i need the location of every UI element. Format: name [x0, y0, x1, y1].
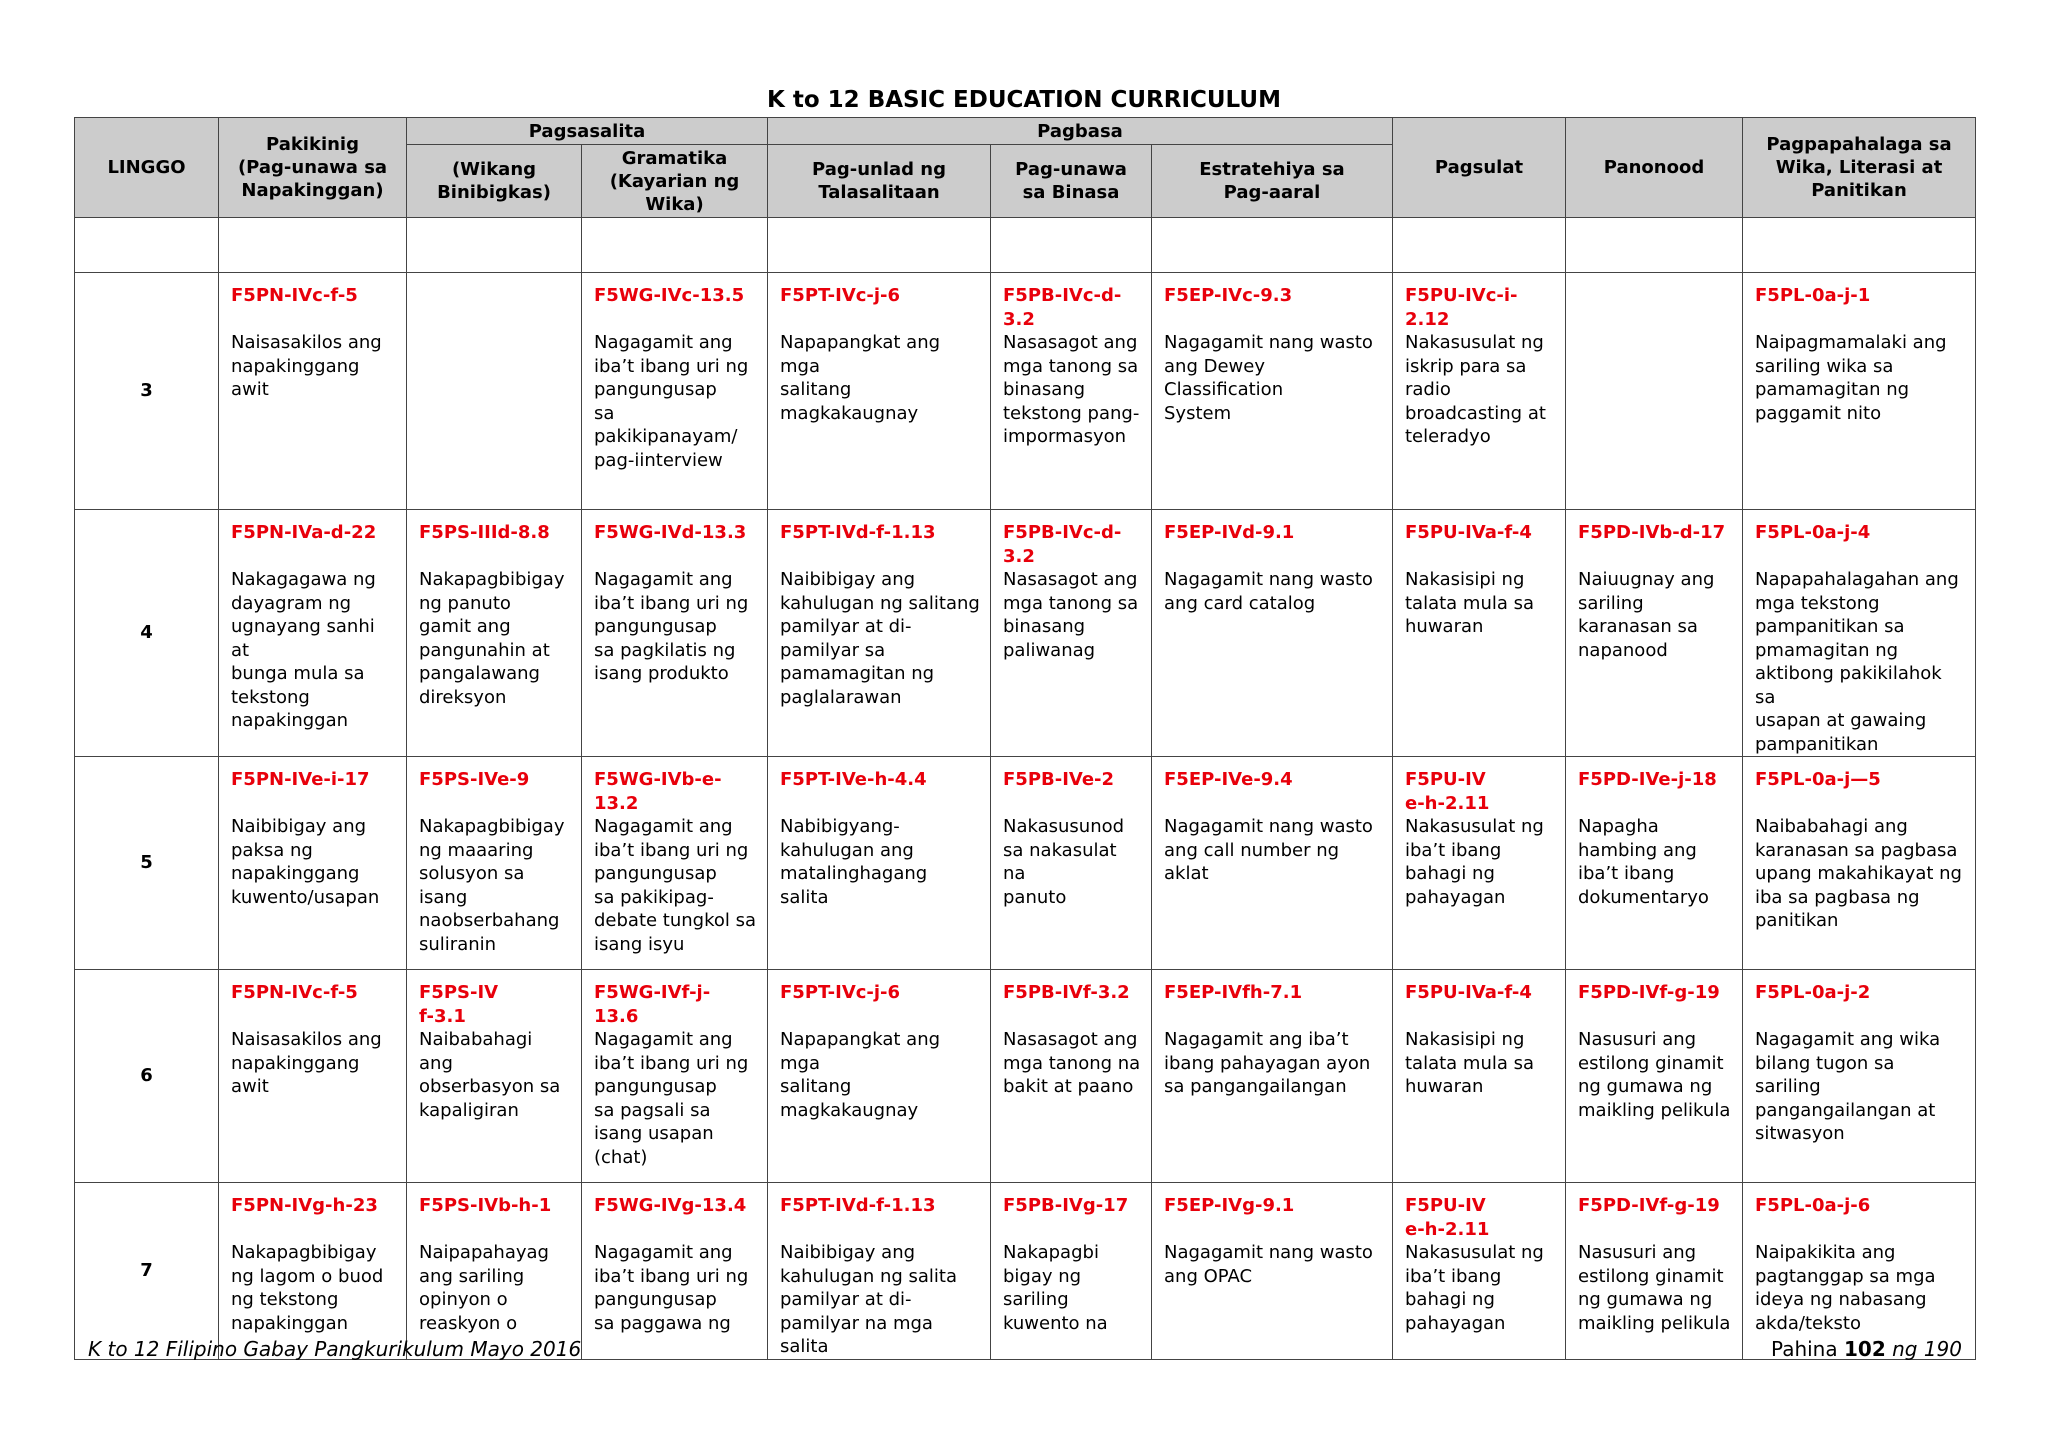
header-pagpapahalaga: Pagpapahalaga sa Wika, Literasi at Panitikan [1743, 118, 1976, 218]
competency-desc: Naipagmamalaki ang sariling wika sa pamamagitan ng paggamit nito [1755, 332, 1947, 424]
competency-code: F5PS-IIId-8.8 [419, 522, 550, 543]
header-pakikinig: Pakikinig (Pag-unawa sa Napakinggan) [219, 118, 407, 218]
competency-code: F5PB-IVc-d- 3.2 [1003, 285, 1122, 330]
competency-desc: Nagagamit ang iba’t ibang uri ng pangungusap sa pagkilatis ng isang produkto [594, 569, 749, 684]
page-total: ng 190 [1892, 1337, 1962, 1361]
competency-desc: Nagagamit nang wasto ang card catalog [1164, 569, 1373, 614]
competency-desc: Nakasusulat ng iskrip para sa radio broadcasting at teleradyo [1405, 332, 1546, 447]
competency-code: F5PB-IVf-3.2 [1003, 982, 1130, 1003]
competency-desc: Nagagamit nang wasto ang Dewey Classification System [1164, 332, 1373, 424]
header-gramatika: Gramatika (Kayarian ng Wika) [582, 145, 768, 218]
competency-desc: Nakasusulat ng iba’t ibang bahagi ng pahayagan [1405, 816, 1544, 908]
header-linggo: LINGGO [75, 118, 219, 218]
competency-code: F5PU-IVa-f-4 [1405, 522, 1532, 543]
week-number: 5 [75, 757, 219, 970]
competency-desc: Nagagamit nang wasto ang call number ng aklat [1164, 816, 1373, 884]
table-row-empty [75, 218, 1976, 273]
competency-code: F5PN-IVg-h-23 [231, 1195, 378, 1216]
competency-code: F5PT-IVe-h-4.4 [780, 769, 927, 790]
competency-desc: Naibabahagi ang karanasan sa pagbasa upang makahikayat ng iba sa pagbasa ng panitikan [1755, 816, 1962, 931]
week-number: 6 [75, 970, 219, 1183]
week-number: 7 [75, 1183, 219, 1360]
competency-code: F5PL-0a-j—5 [1755, 769, 1881, 790]
competency-desc: Nagagamit ang iba’t ibang pahayagan ayon sa pangangailangan [1164, 1029, 1371, 1097]
competency-code: F5PS-IV f-3.1 [419, 982, 499, 1027]
competency-desc: Nasasagot ang mga tanong na bakit at paano [1003, 1029, 1141, 1097]
footer-page-number [1771, 1336, 1962, 1362]
competency-desc: Naisasakilos ang napakinggang awit [231, 1029, 382, 1097]
competency-desc: Nasasagot ang mga tanong sa binasang tekstong pang- impormasyon [1003, 332, 1140, 447]
document-title: K to 12 BASIC EDUCATION CURRICULUM [767, 87, 1281, 113]
footer-document-name: K to 12 Filipino Gabay Pangkurikulum Mayo 2016 [88, 1337, 582, 1361]
competency-desc: Nagagamit nang wasto ang OPAC [1164, 1242, 1373, 1287]
competency-desc: Naipakikita ang pagtanggap sa mga ideya ng nabasang akda/teksto [1755, 1242, 1936, 1334]
competency-code: F5PN-IVa-d-22 [231, 522, 377, 543]
header-estratehiya: Estratehiya sa Pag-aaral [1152, 145, 1393, 218]
competency-desc: Napapangkat ang mga salitang magkakaugnay [780, 1029, 941, 1121]
competency-code: F5PB-IVg-17 [1003, 1195, 1129, 1216]
table-row [75, 1183, 1976, 1360]
competency-code: F5PL-0a-j-1 [1755, 285, 1871, 306]
competency-code: F5PL-0a-j-6 [1755, 1195, 1871, 1216]
competency-code: F5PB-IVc-d- 3.2 [1003, 522, 1122, 567]
competency-code: F5WG-IVc-13.5 [594, 285, 745, 306]
competency-desc: Nasusuri ang estilong ginamit ng gumawa ng maikling pelikula [1578, 1029, 1731, 1121]
header-panonood: Panonood [1566, 118, 1743, 218]
competency-desc: Nagagamit ang wika bilang tugon sa sariling pangangailangan at sitwasyon [1755, 1029, 1941, 1144]
competency-code: F5WG-IVg-13.4 [594, 1195, 747, 1216]
header-pagbasa: Pagbasa [768, 118, 1393, 145]
table-row [75, 510, 1976, 757]
competency-desc: Nakasisipi ng talata mula sa huwaran [1405, 569, 1535, 637]
competency-desc: Napapangkat ang mga salitang magkakaugnay [780, 332, 941, 424]
competency-code: F5PN-IVc-f-5 [231, 982, 358, 1003]
competency-code: F5PL-0a-j-4 [1755, 522, 1871, 543]
header-talasalitaan: Pag-unlad ng Talasalitaan [768, 145, 991, 218]
competency-desc: Napagha hambing ang iba’t ibang dokumentaryo [1578, 816, 1709, 908]
competency-code: F5PT-IVc-j-6 [780, 982, 901, 1003]
header-pagsulat: Pagsulat [1393, 118, 1566, 218]
competency-code: F5PL-0a-j-2 [1755, 982, 1871, 1003]
competency-code: F5PU-IVa-f-4 [1405, 982, 1532, 1003]
competency-code: F5PU-IV e-h-2.11 [1405, 769, 1490, 814]
competency-desc: Naiuugnay ang sariling karanasan sa napanood [1578, 569, 1715, 661]
competency-desc: Naibabahagi ang obserbasyon sa kapaligiran [419, 1029, 561, 1121]
table-row [75, 970, 1976, 1183]
competency-desc: Naisasakilos ang napakinggang awit [231, 332, 382, 400]
competency-code: F5EP-IVc-9.3 [1164, 285, 1293, 306]
competency-desc: Naipapahayag ang sariling opinyon o reaskyon o [419, 1242, 549, 1334]
competency-desc: Nakapagbi bigay ng sariling kuwento na [1003, 1242, 1108, 1334]
header-pagsasalita: Pagsasalita [407, 118, 768, 145]
competency-code: F5PU-IVc-i- 2.12 [1405, 285, 1518, 330]
competency-desc: Nakasusulat ng iba’t ibang bahagi ng pahayagan [1405, 1242, 1544, 1334]
competency-code: F5PT-IVd-f-1.13 [780, 1195, 936, 1216]
competency-code: F5PU-IV e-h-2.11 [1405, 1195, 1490, 1240]
competency-code: F5PB-IVe-2 [1003, 769, 1115, 790]
competency-desc: Nagagamit ang iba’t ibang uri ng pangungusap sa pakikipag- debate tungkol sa isang isyu [594, 816, 757, 955]
competency-code: F5PT-IVc-j-6 [780, 285, 901, 306]
competency-code: F5EP-IVe-9.4 [1164, 769, 1293, 790]
competency-desc: Nabibigyang- kahulugan ang matalinghagang salita [780, 816, 928, 908]
competency-code: F5PS-IVb-h-1 [419, 1195, 552, 1216]
week-number: 4 [75, 510, 219, 757]
competency-code: F5WG-IVd-13.3 [594, 522, 747, 543]
competency-desc: Naibibigay ang paksa ng napakinggang kuwento/usapan [231, 816, 380, 908]
competency-desc: Nakagagawa ng dayagram ng ugnayang sanhi at bunga mula sa tekstong napakinggan [231, 569, 376, 731]
competency-code: F5PN-IVe-i-17 [231, 769, 370, 790]
competency-code: F5EP-IVg-9.1 [1164, 1195, 1295, 1216]
competency-code: F5PD-IVf-g-19 [1578, 982, 1720, 1003]
page-label: Pahina [1771, 1337, 1838, 1361]
competency-desc: Nakapagbibigay ng maaaring solusyon sa isang naobserbahang suliranin [419, 816, 565, 955]
competency-code: F5PD-IVe-j-18 [1578, 769, 1717, 790]
competency-desc: Naibibigay ang kahulugan ng salita pamilyar at di- pamilyar na mga salita [780, 1242, 958, 1357]
header-pag-unawa-binasa: Pag-unawa sa Binasa [991, 145, 1152, 218]
week-number: 3 [75, 273, 219, 510]
competency-desc: Napapahalagahan ang mga tekstong pampanitikan sa pmamagitan ng aktibong pakikilahok sa usapan at gawaing pampanitikan [1755, 569, 1959, 755]
competency-desc: Nagagamit ang iba’t ibang uri ng pangungusap sa paggawa ng [594, 1242, 749, 1334]
curriculum-table [74, 117, 1976, 1360]
competency-code: F5WG-IVb-e- 13.2 [594, 769, 722, 814]
table-row [75, 757, 1976, 970]
competency-desc: Nakapagbibigay ng lagom o buod ng tekstong napakinggan [231, 1242, 384, 1334]
competency-code: F5PN-IVc-f-5 [231, 285, 358, 306]
competency-desc: Nasasagot ang mga tanong sa binasang paliwanag [1003, 569, 1139, 661]
competency-code: F5EP-IVfh-7.1 [1164, 982, 1303, 1003]
competency-code: F5PT-IVd-f-1.13 [780, 522, 936, 543]
competency-desc: Nakasisipi ng talata mula sa huwaran [1405, 1029, 1535, 1097]
page-current: 102 [1843, 1337, 1886, 1361]
competency-desc: Nasusuri ang estilong ginamit ng gumawa ng maikling pelikula [1578, 1242, 1731, 1334]
competency-desc: Nakapagbibigay ng panuto gamit ang pangunahin at pangalawang direksyon [419, 569, 565, 708]
competency-desc: Nagagamit ang iba’t ibang uri ng pangungusap sa pakikipanayam/ pag-iinterview [594, 332, 749, 471]
competency-code: F5EP-IVd-9.1 [1164, 522, 1295, 543]
competency-code: F5WG-IVf-j- 13.6 [594, 982, 711, 1027]
competency-code: F5PD-IVf-g-19 [1578, 1195, 1720, 1216]
competency-code: F5PS-IVe-9 [419, 769, 530, 790]
competency-code: F5PD-IVb-d-17 [1578, 522, 1726, 543]
competency-desc: Naibibigay ang kahulugan ng salitang pamilyar at di- pamilyar sa pamamagitan ng paglalarawan [780, 569, 980, 708]
header-wikang-binibigkas: (Wikang Binibigkas) [407, 145, 582, 218]
competency-desc: Nagagamit ang iba’t ibang uri ng pangungusap sa pagsali sa isang usapan (chat) [594, 1029, 749, 1168]
table-row [75, 273, 1976, 510]
competency-desc: Nakasusunod sa nakasulat na panuto [1003, 816, 1125, 908]
